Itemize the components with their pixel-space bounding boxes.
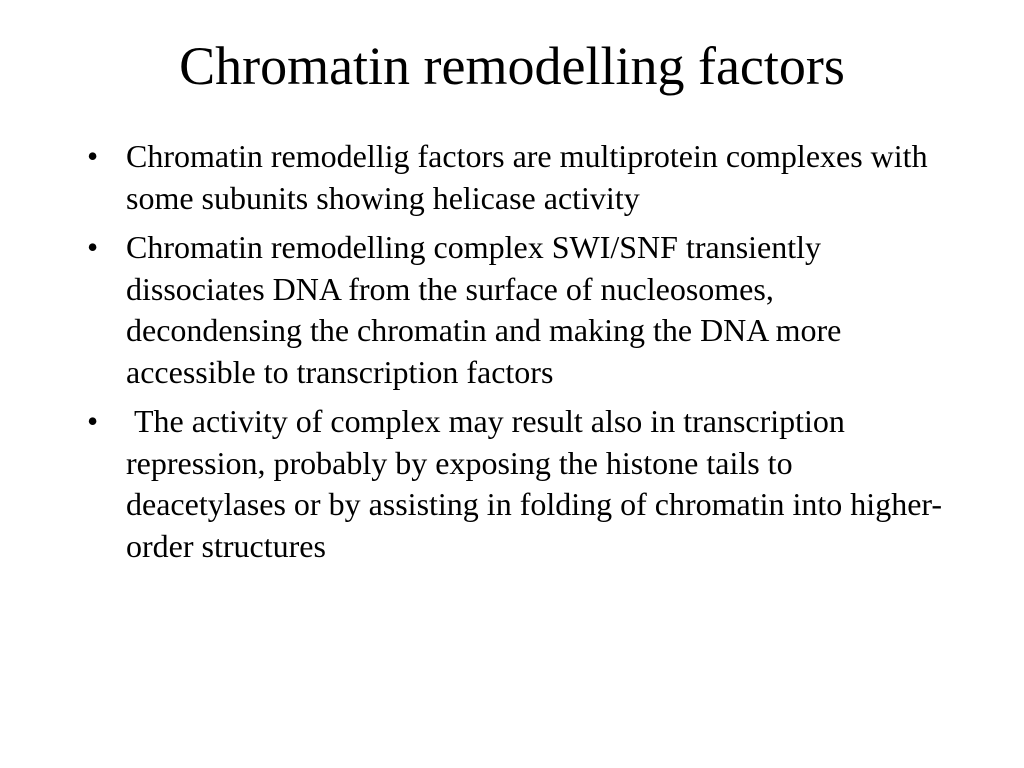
slide-title: Chromatin remodelling factors <box>179 36 845 96</box>
bullet-icon: • <box>87 403 99 439</box>
bullet-text: The activity of complex may result also in transcription repression, probably by exposing the histone tails to deacetylases or by assisting in folding of chromatin into higher-order structures <box>126 403 943 564</box>
bullet-icon: • <box>87 229 99 265</box>
bullet-item <box>87 401 947 567</box>
bullet-list <box>87 136 947 575</box>
bullet-item <box>87 136 947 219</box>
bullet-text: Chromatin remodellig factors are multiprotein complexes with some subunits showing helicase activity <box>126 138 928 216</box>
bullet-text: Chromatin remodelling complex SWI/SNF transiently dissociates DNA from the surface of nucleosomes, decondensing the chromatin and making the DNA more accessible to transcription factors <box>126 229 842 390</box>
bullet-item <box>87 227 947 393</box>
bullet-icon: • <box>87 138 99 174</box>
